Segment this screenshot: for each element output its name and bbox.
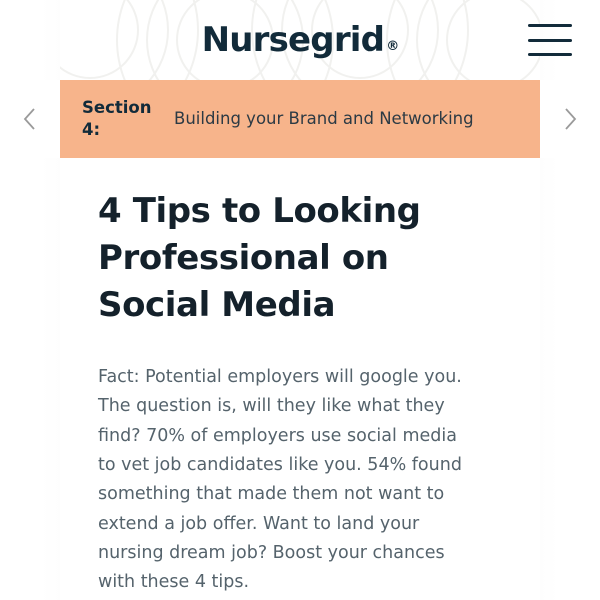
section-title: Building your Brand and Networking [174,109,474,129]
section-nav [0,80,600,158]
article [0,158,600,598]
prev-section-button[interactable] [0,80,60,158]
menu-bar-1 [528,24,572,27]
chevron-right-icon [562,105,578,133]
registered-mark-icon: ® [386,39,399,54]
next-section-button[interactable] [540,80,600,158]
app-header [0,0,600,80]
article-body: Fact: Potential employers will google you. The question is, will they like what they find? 70% of employers use social media to vet job candidates like you. 54% found something that made them not want to extend a job offer. Want to land your nursing dream job? Boost your chances with these 4 tips. [98,366,462,593]
brand-name: Nursegrid [201,20,385,60]
article-title: 4 Tips to Looking Professional on Social Media [98,191,421,325]
section-banner[interactable] [60,80,540,158]
brand-logo[interactable] [201,20,399,60]
hamburger-menu-icon[interactable] [528,24,572,56]
section-label: Section 4: [82,97,152,139]
chevron-left-icon [22,105,38,133]
menu-bar-3 [528,53,572,56]
menu-bar-2 [528,39,572,42]
